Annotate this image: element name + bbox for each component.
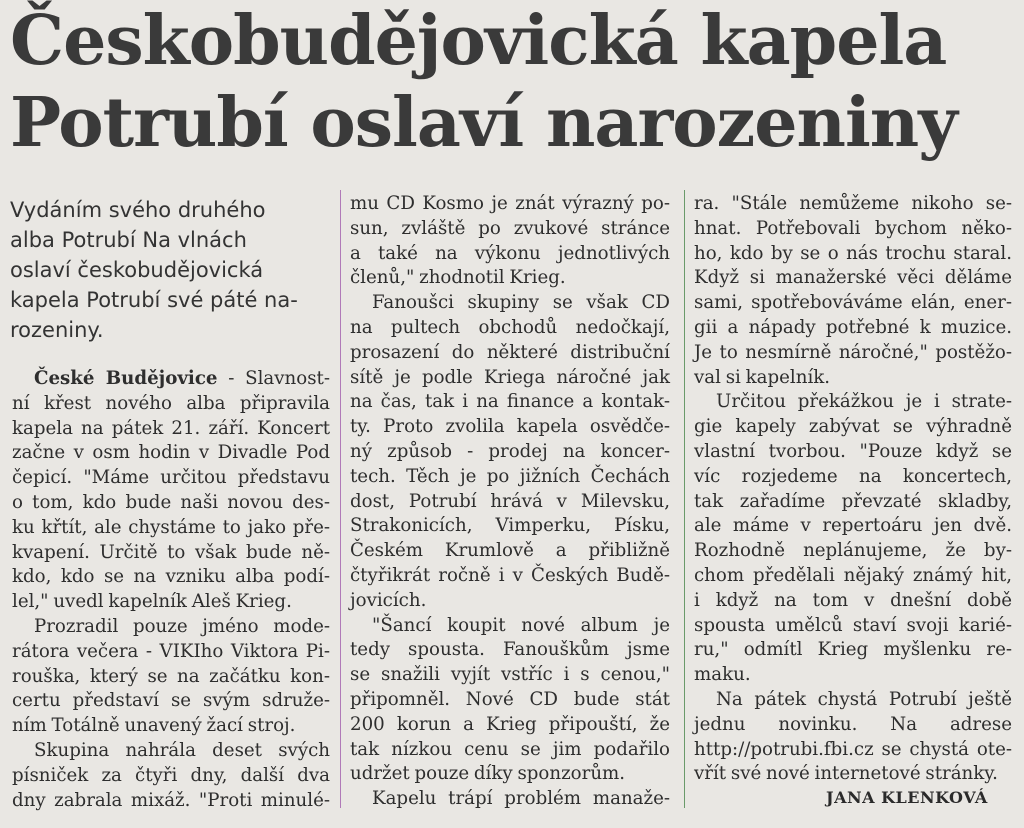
article-line: Prozradil pouze jméno mode- — [34, 615, 330, 637]
article-column-3 — [694, 192, 1012, 787]
article-line: Rozhodně neplánujeme, že by- — [694, 540, 1012, 562]
article-line: maku. — [694, 664, 751, 686]
article-line: Je to nesmírně náročné," postěžo- — [694, 341, 1012, 363]
article-line: tedy spousta. Fanouškům jsme — [350, 639, 670, 661]
article-line: ním Totálně unavený žací stroj. — [12, 715, 296, 737]
lead-line: alba Potrubí Na vlnách — [10, 228, 247, 252]
article-line: "Šancí koupit nové album je — [372, 614, 670, 636]
headline-line-1: Českobudějovická kapela — [10, 1, 947, 81]
column-rule-2 — [684, 190, 685, 808]
article-line: Na pátek chystá Potrubí ještě — [716, 688, 1012, 710]
article-line: gie kapely zabývat se výhradně — [694, 416, 1012, 438]
article-column-1 — [12, 367, 330, 813]
article-line: na pultech obchodů nedočkají, — [350, 316, 670, 338]
article-line: sun, zvláště po zvukové stránce — [350, 217, 670, 239]
article-line: připomněl. Nové CD bude stát — [350, 688, 670, 710]
article-line: kapela na pátek 21. září. Koncert — [12, 417, 330, 439]
article-line: lel," uvedl kapelník Aleš Krieg. — [12, 591, 292, 613]
article-line: ale máme v repertoáru jen dvě. — [694, 515, 1012, 537]
article-line: ný způsob - prodej na koncer- — [350, 440, 670, 462]
article-line: rouška, který se na začátku kon- — [12, 665, 330, 687]
article-line: Skupina nahrála deset svých — [34, 739, 330, 761]
lead-line: Vydáním svého druhého — [10, 198, 266, 222]
headline — [10, 0, 1014, 164]
article-line: tech. Těch je po jižních Čechách — [350, 465, 670, 487]
article-line: členů," zhodnotil Krieg. — [350, 267, 566, 289]
article-line: se snažili vyjít vstříc i s cenou," — [350, 664, 670, 686]
lead-line: kapela Potrubí své páté na- — [10, 288, 298, 312]
author-byline: JANA KLENKOVÁ — [826, 788, 988, 807]
article-column-2 — [350, 192, 670, 812]
article-line: ho, kdo by se o nás trochu staral. — [694, 242, 1012, 264]
dateline: České Budějovice — [34, 368, 218, 389]
article-line: chom předělali nějaký známý hit, — [694, 564, 1012, 586]
article-line: Českém Krumlově a přibližně — [350, 540, 670, 562]
column-rule-1 — [340, 190, 341, 808]
article-line: jovicích. — [350, 589, 427, 611]
article-line: vlastní tvorbou. "Pouze když se — [694, 440, 1012, 462]
article-line: Fanoušci skupiny se však CD — [372, 292, 670, 314]
article-line: tak nízkou cenu se jim podařilo — [350, 738, 670, 760]
article-line: http://potrubi.fbi.cz se chystá ote- — [694, 738, 1012, 760]
article-line: dost, Potrubí hrává v Milevsku, — [350, 490, 670, 512]
article-line: písniček za čtyři dny, další dva — [12, 764, 330, 786]
article-line: víc rozjedeme na koncertech, — [694, 465, 1012, 487]
article-line: ku křtít, ale chystáme to jako pře- — [12, 516, 330, 538]
article-line: ty. Proto zvolila kapela osvědče- — [350, 416, 670, 438]
article-line: kvapení. Určitě to však bude ně- — [12, 541, 330, 563]
article-line: dny zabrala mixáž. "Proti minulé- — [12, 789, 330, 811]
article-line: Když si manažerské věci děláme — [694, 267, 1012, 289]
article-line: na čas, tak i na finance a kontak- — [350, 391, 670, 413]
article-line: val si kapelník. — [694, 366, 831, 388]
article-line: čepicí. "Máme určitou představu — [12, 467, 330, 489]
article-line: a také na výkonu jednotlivých — [350, 242, 670, 264]
article-line: Kapelu trápí problém manaže- — [372, 788, 670, 810]
article-line: prosazení do některé distribuční — [350, 341, 670, 363]
article-line: rátora večera - VIKIho Viktora Pi- — [12, 640, 330, 662]
article-line: udržet pouze díky sponzorům. — [350, 763, 626, 785]
article-line: vřít své nové internetové stránky. — [694, 763, 998, 785]
lead-line: rozeniny. — [10, 318, 104, 342]
article-line: Určitou překážkou je i strate- — [716, 391, 1012, 413]
article-line: kdo, kdo se na vzniku alba podí- — [12, 566, 330, 588]
article-line: Strakonicích, Vimperku, Písku, — [350, 515, 670, 537]
article-line: sami, spotřebováváme elán, ener- — [694, 292, 1012, 314]
article-line: ní křest nového alba připravila — [12, 392, 330, 414]
headline-line-2: Potrubí oslaví narozeniny — [10, 83, 957, 163]
article-line: sítě je podle Kriega náročné jak — [350, 366, 670, 388]
article-line: 200 korun a Krieg připouští, že — [350, 713, 670, 735]
article-line: ru," odmítl Krieg myšlenku re- — [694, 639, 1012, 661]
article-line: i když na tom v dnešní době — [694, 589, 1012, 611]
article-line: čtyřikrát ročně i v Českých Budě- — [350, 564, 670, 586]
lead-paragraph — [10, 195, 310, 345]
article-line: gii a nápady potřebné k muzice. — [694, 316, 1012, 338]
article-line: České Budějovice - Slavnost- — [34, 368, 330, 389]
article-line: mu CD Kosmo je znát výrazný po- — [350, 193, 670, 214]
article-line: o tom, kdo bude naši novou des- — [12, 491, 330, 513]
article-line: jednu novinku. Na adrese — [694, 713, 1012, 735]
article-line: začne v osm hodin v Divadle Pod — [12, 442, 330, 464]
article-line: certu představí se svým sdruže- — [12, 690, 330, 712]
article-line: tak zařadíme převzaté skladby, — [694, 490, 1012, 512]
article-line: hnat. Potřebovali bychom něko- — [694, 217, 1012, 239]
lead-line: oslaví českobudějovická — [10, 258, 264, 282]
article-line: ra. "Stále nemůžeme nikoho se- — [694, 193, 1012, 214]
article-line: spousta umělců staví svoji karié- — [694, 614, 1012, 636]
